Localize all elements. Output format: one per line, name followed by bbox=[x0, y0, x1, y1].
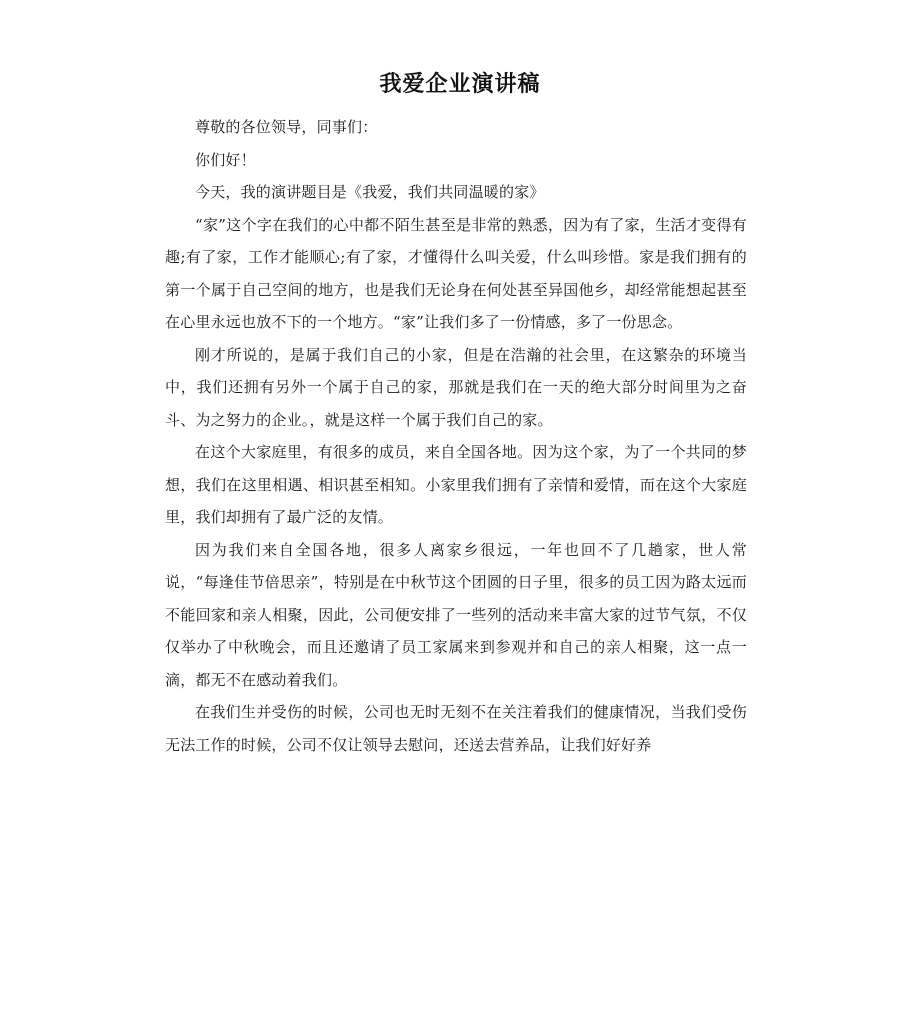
paragraph-care: 在我们生并受伤的时候，公司也无时无刻不在关注着我们的健康情况，当我们受伤无法工作的时候，公司不仅让领导去慰问，还送去营养品，让我们好好养 bbox=[165, 703, 747, 754]
document-body bbox=[165, 111, 747, 761]
paragraph-salutation: 尊敬的各位领导，同事们： bbox=[195, 118, 378, 136]
paragraph-topic: 今天，我的演讲题目是《我爱，我们共同温暖的家》 bbox=[195, 183, 545, 201]
document-title: 我爱企业演讲稿 bbox=[379, 71, 541, 97]
paragraph-mid-autumn: 因为我们来自全国各地，很多人离家乡很远，一年也回不了几趟家，世人常说，“每逢佳节倍思亲”，特别是在中秋节这个团圆的日子里，很多的员工因为路太远而不能回家和亲人相聚，因此，公司便安排了一些列的活动来丰富大家的过节气氛，不仅仅举办了中秋晚会，而且还邀请了员工家属来到参观并和自己的亲人相聚，这一点一滴，都无不在感动着我们。 bbox=[165, 540, 747, 689]
paragraph-greeting: 你们好！ bbox=[195, 150, 256, 169]
paragraph-company-home: 刚才所说的，是属于我们自己的小家，但是在浩瀚的社会里，在这繁杂的环境当中，我们还拥有另外一个属于自己的家，那就是我们在一天的绝大部分时间里为之奋斗、为之努力的企业。，就是这样一个属于我们自己的家。 bbox=[165, 345, 747, 429]
paragraph-home-meaning: “家”这个字在我们的心中都不陌生甚至是非常的熟悉，因为有了家，生活才变得有趣;有了家，工作才能顺心;有了家，才懂得什么叫关爱，什么叫珍惜。家是我们拥有的第一个属于自己空间的地方，也是我们无论身在何处甚至异国他乡，却经常能想起甚至在心里永远也放不下的一个地方。“家”让我们多了一份情感，多了一份思念。 bbox=[165, 215, 747, 331]
paragraph-big-family: 在这个大家庭里，有很多的成员，来自全国各地。因为这个家，为了一个共同的梦想，我们在这里相遇、相识甚至相知。小家里我们拥有了亲情和爱情，而在这个大家庭里，我们却拥有了最广泛的友情。 bbox=[165, 443, 747, 526]
